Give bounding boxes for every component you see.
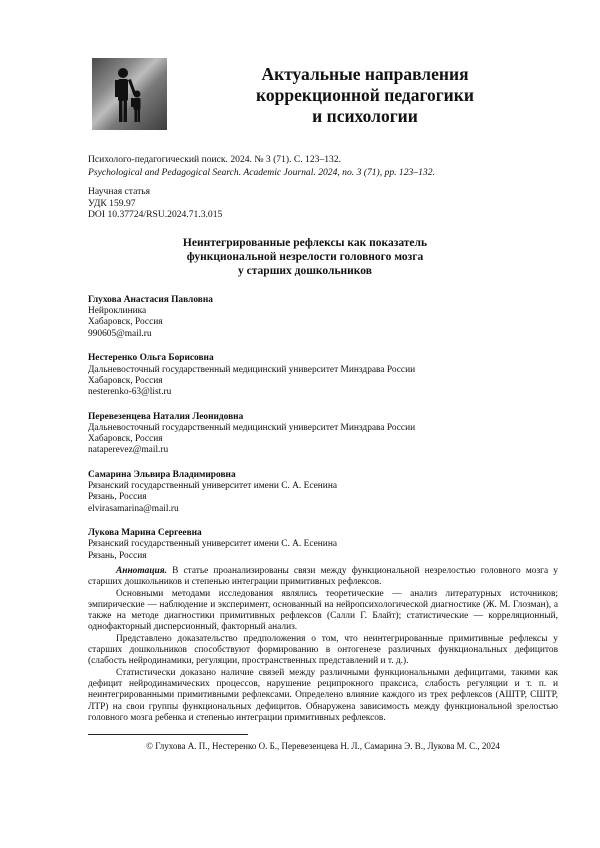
author-name: Лукова Марина Сергеевна: [88, 528, 202, 539]
abstract-intro: В статье проанализированы связи между функциональной незрелостью головного мозга у старших дошкольников и степенью интеграции примитивных рефлексов.: [88, 566, 558, 588]
abstract-paragraph: Основными методами исследования являлись теоретические — анализ литературных источников; эмпирические — наблюдение и эксперимент, основанный на нейропсихологической диагностике (Ж. М. Глозман), а также на методе диагностики примитивных рефлексов (Салли Г. Блайт); статистические — корреляционный, однофакторный дисперсионный, факторный анализ.: [88, 588, 558, 633]
author-name: Глухова Анастасия Павловна: [88, 295, 213, 305]
article-title-line: у старших дошкольников: [238, 265, 372, 277]
abstract-paragraph: [88, 566, 558, 589]
author-affiliation: Дальневосточный государственный медицинский университет Минздрава России: [88, 364, 416, 375]
author-entry: [88, 470, 538, 515]
author-entry: [88, 295, 538, 340]
author-affiliation: Дальневосточный государственный медицинский университет Минздрава России: [88, 422, 416, 433]
citation-en: Psychological and Pedagogical Search. Academic Journal. 2024, no. 3 (71), pp. 123–132.: [88, 167, 435, 178]
author-location: Рязань, Россия: [88, 550, 147, 561]
author-name: Перевезенцева Наталия Леонидовна: [88, 411, 244, 422]
doi: DOI 10.37724/RSU.2024.71.3.015: [88, 209, 223, 220]
author-entry: [88, 412, 538, 457]
author-affiliation: Рязанский государственный университет имени С. А. Есенина: [88, 481, 337, 492]
journal-title: [200, 64, 530, 127]
journal-logo: [92, 58, 167, 130]
author-name: Самарина Эльвира Владимировна: [88, 469, 236, 480]
author-email: 990605@mail.ru: [88, 328, 152, 339]
author-email: elvirasamarina@mail.ru: [88, 503, 179, 514]
abstract-label: Аннотация.: [116, 566, 167, 576]
author-location: Хабаровск, Россия: [88, 434, 163, 445]
citation-block: [88, 153, 528, 179]
author-name: Нестеренко Ольга Борисовна: [88, 353, 214, 364]
abstract-paragraph: Статистически доказано наличие связей между различными функциональными дефицитами, такими как дефицит нейродинамических процессов, нарушение реципрокного праксиса, слабость регуляции и т. п. и неинтегрированными примитивными рефлексами. Определено влияние каждого из трех рефлексов (АШТР, СШТР, ЛТР) на свои группы функциональных дефицитов. Обнаружена зависимость между функциональной зрелостью головного мозга ребенка и степенью интеграции примитивных рефлексов.: [88, 667, 558, 723]
parent-and-child-silhouette-icon: [92, 58, 167, 130]
article-title-line: функциональной незрелости головного мозга: [186, 251, 424, 263]
author-location: Хабаровск, Россия: [88, 375, 163, 386]
author-location: Рязань, Россия: [88, 492, 147, 503]
citation-ru: Психолого-педагогический поиск. 2024. № 3 (71). С. 123–132.: [88, 154, 342, 165]
article-title-line: Неинтегрированные рефлексы как показатель: [182, 237, 428, 249]
author-email: nesterenko-63@list.ru: [88, 386, 172, 397]
author-affiliation: Нейроклиника: [88, 306, 147, 317]
journal-title-line: и психологии: [312, 106, 418, 126]
abstract: [88, 566, 558, 724]
udk-code: УДК 159.97: [88, 197, 136, 209]
abstract-paragraph: Представлено доказательство предположения о том, что неинтегрированные примитивные рефлексы у старших дошкольников способствуют формированию в онтогенезе различных функциональных дефицитов (слабость нейродинамики, регуляции, пространственных представлений и т. д.).: [88, 633, 558, 667]
journal-title-line: коррекционной педагогики: [256, 85, 474, 105]
author-email: nataperevez@mail.ru: [88, 445, 169, 456]
author-affiliation: Рязанский государственный университет имени С. А. Есенина: [88, 539, 337, 550]
article-title: [140, 236, 470, 278]
author-entry: [88, 353, 538, 398]
copyright-line: © Глухова А. П., Нестеренко О. Б., Перевезенцева Н. Л., Самарина Э. В., Лукова М. С., 2024: [146, 741, 500, 751]
footnote-divider: [88, 734, 248, 735]
journal-title-line: Актуальные направления: [261, 64, 469, 84]
article-type: Научная статья: [88, 186, 151, 197]
author-list: [88, 295, 538, 575]
article-meta: [88, 186, 222, 221]
author-entry: [88, 528, 538, 562]
author-location: Хабаровск, Россия: [88, 317, 163, 328]
